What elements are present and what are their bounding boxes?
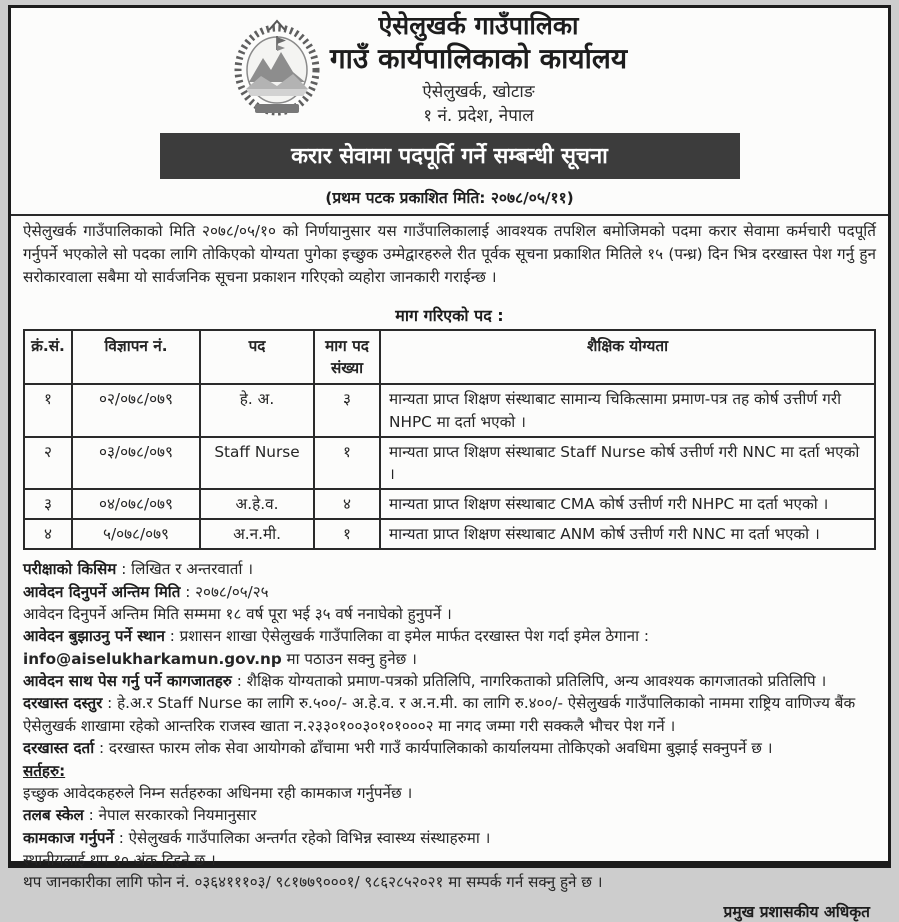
age-requirement-line: आवेदन दिनुपर्ने अन्तिम मिति सम्ममा १८ वर्ष पूरा भई ३५ वर्ष ननाघेको हुनुपर्ने । — [23, 605, 452, 624]
col-header-advert-no: विज्ञापन नं. — [72, 330, 200, 384]
published-date-line: (प्रथम पटक प्रकाशित मिति: २०७८/०५/११) — [325, 188, 574, 207]
required-documents-text: : शैक्षिक योग्यताको प्रमाण-पत्रको प्रतिलिपि, नागरिकताको प्रतिलिपि, अन्य आवश्यक कागजातको प्रतिलिपि । — [231, 672, 827, 691]
cell-vacancies: ४ — [314, 489, 380, 519]
cell-qualification: मान्यता प्राप्त शिक्षण संस्थाबाट Staff Nurse कोर्ष उत्तीर्ण गरी NNC मा दर्ता भएको । — [380, 437, 875, 489]
application-fee-text: : हे.अ.र Staff Nurse का लागि रु.५००/- अ.हे.व. र अ.न.मी. का लागि रु.४००/- ऐसेलुखर्क गाउँपालिकाको नाममा राष्ट्रिय वाणिज्य बैंक ऐसेलुखर्क शाखामा रहेको आन्तरिक राजस्व खाता न.२३३०१००३०१०१०००२ मा नगद जम्मा गरी सक्कलै भौचर पेश गर्ने । — [23, 694, 856, 735]
cell-advert-no: ०३/०७८/०७९ — [72, 437, 200, 489]
positions-heading: माग गरिएको पद : — [395, 306, 504, 326]
conditions-heading: सर्तहरु: — [23, 761, 66, 780]
registration-text: : दरखास्त फारम लोक सेवा आयोगको ढाँचामा भरी गाउँ कार्यपालिकाको कार्यालयमा तोकिएको अवधिमा बुझाई सक्नुपर्ने छ । — [94, 739, 773, 758]
workplace-text: : ऐसेलुखर्क गाउँपालिका अन्तर्गत रहेको विभिन्न स्वास्थ्य संस्थाहरुमा । — [113, 828, 491, 847]
application-deadline-value: : २०७८/०५/२५ — [180, 582, 269, 601]
col-header-sn: क्रं.सं. — [24, 330, 72, 384]
cell-advert-no: ०२/०७८/०७९ — [72, 384, 200, 436]
submission-place-line — [23, 625, 876, 670]
letterhead — [23, 12, 876, 126]
exam-type-line — [23, 558, 876, 580]
application-fee-label: दरखास्त दस्तुर — [23, 694, 103, 713]
cell-sn: १ — [24, 384, 72, 436]
application-deadline-label: आवेदन दिनुपर्ने अन्तिम मिति — [23, 582, 181, 601]
cell-post: Staff Nurse — [200, 437, 314, 489]
notice-title-banner: करार सेवामा पदपूर्ति गर्ने सम्बन्धी सूचना — [160, 133, 740, 179]
local-bonus-line: स्थानीयलाई थप १० अंक दिइने छ । — [23, 850, 216, 869]
cell-vacancies: ३ — [314, 384, 380, 436]
exam-type-value: : लिखित र अन्तरवार्ता । — [116, 560, 253, 579]
exam-type-label: परीक्षाको किसिम — [23, 560, 117, 579]
salary-scale-line — [23, 804, 876, 826]
cell-vacancies: १ — [314, 519, 380, 549]
table-row — [24, 437, 875, 489]
office-province: १ नं. प्रदेश, नेपाल — [423, 105, 534, 126]
submission-place-text: : प्रशासन शाखा ऐसेलुखर्क गाउँपालिका वा इमेल मार्फत दरखास्त पेश गर्दा इमेल ठेगाना : — [164, 627, 649, 646]
cell-post: हे. अ. — [200, 384, 314, 436]
cell-sn: २ — [24, 437, 72, 489]
workplace-label: कामकाज गर्नुपर्ने — [23, 828, 114, 847]
workplace-line — [23, 827, 876, 849]
positions-table — [23, 329, 876, 550]
office-address: ऐसेलुखर्क, खोटाङ — [422, 81, 535, 102]
registration-line — [23, 737, 876, 759]
notice-details — [23, 558, 876, 893]
signatory-title: प्रमुख प्रशासकीय अधिकृत — [723, 902, 870, 921]
notice-document — [8, 5, 891, 921]
cell-vacancies: १ — [314, 437, 380, 489]
col-header-post: पद — [200, 330, 314, 384]
letterhead-text — [23, 12, 876, 126]
intro-paragraph: ऐसेलुखर्क गाउँपालिकाको मिति २०७८/०५/१० को निर्णयानुसार यस गाउँपालिकालाई आवश्यक तपशिल बमोजिमको पदमा करार सेवामा कर्मचारी पदपूर्ति गर्नुपर्ने भएकोले सो पदका लागि तोकिएको योग्यता पुगेका इच्छुक उम्मेद्वारहरुले रीत पूर्वक सूचना प्रकाशित मितिले १५ (पन्ध्र) दिन भित्र दरखास्त पेश गर्नु हुन सरोकारवाला सबैमा यो सार्वजनिक सूचना प्रकाशन गरिएको व्यहोरा जानकारी गराईन्छ । — [23, 221, 876, 286]
conditions-intro-line: इच्छुक आवेदकहरुले निम्न सर्तहरुका अधिनमा रही कामकाज गर्नुपर्नेछ । — [23, 783, 413, 802]
cell-advert-no: ०४/०७८/०७९ — [72, 489, 200, 519]
col-header-qualification: शैक्षिक योग्यता — [380, 330, 875, 384]
registration-label: दरखास्त दर्ता — [23, 739, 95, 758]
application-deadline-line — [23, 581, 876, 603]
table-row — [24, 489, 875, 519]
required-documents-label: आवेदन साथ पेस गर्नु पर्ने कागजातहरु — [23, 672, 232, 691]
cell-sn: ३ — [24, 489, 72, 519]
salary-scale-text: : नेपाल सरकारको नियमानुसार — [83, 806, 257, 825]
contact-info-line: थप जानकारीका लागि फोन नं. ०३६४१११०३/ ९८१७७९०००१/ ९८६२८५२०२१ मा सम्पर्क गर्न सक्नु हुने छ । — [23, 873, 603, 892]
col-header-vacancies: माग पद संख्या — [314, 330, 380, 384]
table-row — [24, 384, 875, 436]
submission-place-tail: मा पठाउन सक्नु हुनेछ । — [281, 649, 417, 668]
cell-advert-no: ५/०७८/०७९ — [72, 519, 200, 549]
required-documents-line — [23, 670, 876, 692]
cell-post: अ.हे.व. — [200, 489, 314, 519]
cell-post: अ.न.मी. — [200, 519, 314, 549]
municipality-name: ऐसेलुखर्क गाउँपालिका — [378, 11, 579, 40]
application-fee-line — [23, 692, 876, 737]
contact-email: info@aiselukharkamun.gov.np — [23, 649, 282, 668]
cell-sn: ४ — [24, 519, 72, 549]
cell-qualification: मान्यता प्राप्त शिक्षण संस्थाबाट CMA कोर्ष उत्तीर्ण गरी NHPC मा दर्ता भएको । — [380, 489, 875, 519]
cell-qualification: मान्यता प्राप्त शिक्षण संस्थाबाट ANM कोर्ष उत्तीर्ण गरी NNC मा दर्ता भएको । — [380, 519, 875, 549]
submission-place-label: आवेदन बुझाउनु पर्ने स्थान — [23, 627, 165, 646]
office-name: गाउँ कार्यपालिकाको कार्यालय — [329, 41, 628, 75]
nepal-coat-of-arms-icon — [233, 16, 321, 116]
header-divider — [11, 214, 888, 216]
table-row — [24, 519, 875, 549]
salary-scale-label: तलब स्केल — [23, 806, 84, 825]
cell-qualification: मान्यता प्राप्त शिक्षण संस्थाबाट सामान्य चिकित्सामा प्रमाण-पत्र तह कोर्ष उत्तीर्ण गरी NHPC मा दर्ता भएको । — [380, 384, 875, 436]
table-header-row — [24, 330, 875, 384]
